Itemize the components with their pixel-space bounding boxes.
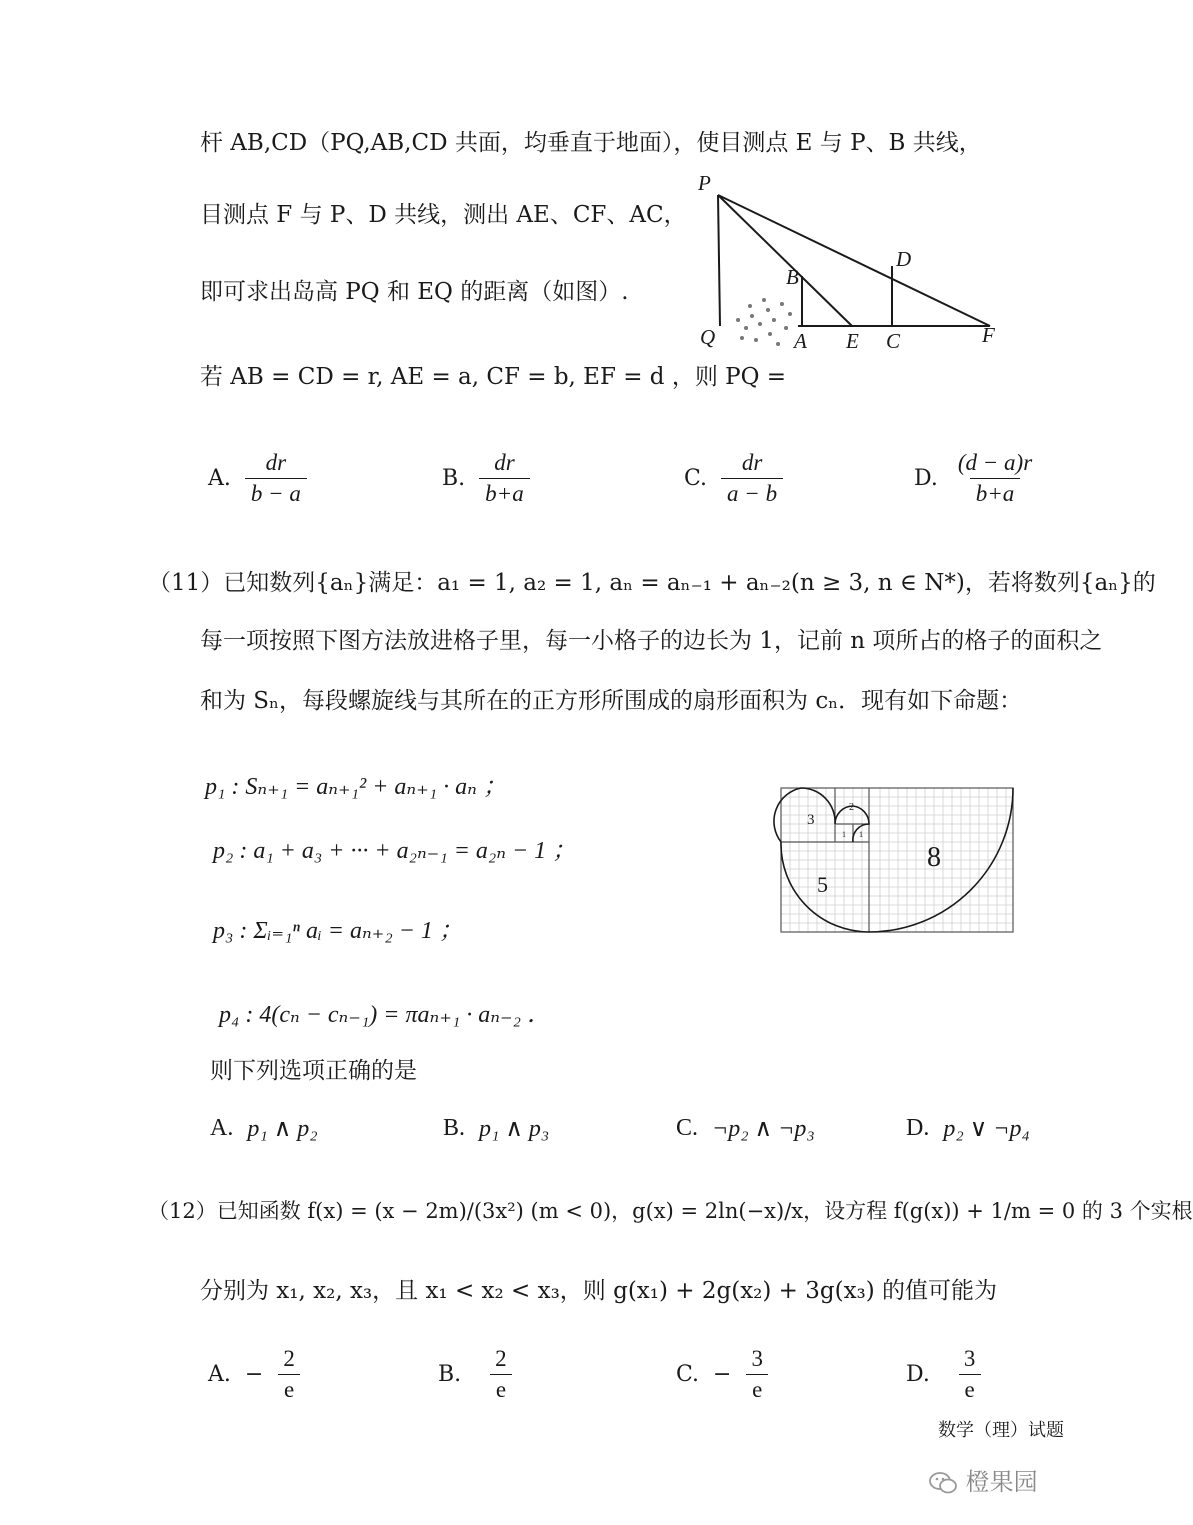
q10-line-3: 即可求出岛高 PQ 和 EQ 的距离（如图）. (200, 279, 629, 305)
label-A: A (794, 329, 807, 353)
label-Q: Q (700, 325, 716, 349)
page-footer: 数学（理）试题 (938, 1420, 1064, 1441)
q12-option-d[interactable] (906, 1346, 981, 1403)
q10-line-2: 目测点 F 与 P、D 共线，测出 AE、CF、AC， (200, 202, 687, 228)
option-text: p₁ ∧ p₃ (479, 1116, 550, 1142)
option-letter: C. (676, 1362, 700, 1387)
option-fraction: $\frac{dr}{b - a}$ (245, 450, 307, 507)
q11-option-b[interactable] (443, 1114, 549, 1143)
label-1b: 1 (859, 830, 863, 839)
label-1a: 1 (842, 830, 846, 839)
q10-option-d[interactable] (914, 450, 1038, 507)
proposition-p1: p₁ : Sₙ₊₁ = aₙ₊₁² + aₙ₊₁ · aₙ ； (205, 774, 507, 800)
proposition-p4: p₄ : 4(cₙ − cₙ₋₁) = πaₙ₊₁ · aₙ₋₂ ． (219, 1002, 551, 1028)
label-E: E (846, 329, 859, 353)
label-F: F (982, 323, 995, 347)
q11-prompt: 则下列选项正确的是 (210, 1058, 417, 1084)
watermark-text: 橙果园 (965, 1468, 1038, 1496)
q10-line-4: 若 AB = CD = r, AE = a, CF = b, EF = d ，则 PQ = (200, 364, 787, 390)
q10-option-a[interactable] (208, 450, 307, 507)
fibonacci-spiral-grid (781, 788, 1023, 932)
q10-option-b[interactable] (442, 450, 530, 507)
label-D: D (896, 247, 912, 271)
q10-line-1: 杆 AB,CD（PQ,AB,CD 共面，均垂直于地面），使目测点 E 与 P、B 共线， (200, 130, 982, 156)
proposition-p2: p₂ : a₁ + a₃ + ··· + a₂ₙ₋₁ = a₂ₙ − 1 ； (213, 838, 577, 864)
q11-line-2: 每一项按照下图方法放进格子里，每一小格子的边长为 1，记前 n 项所占的格子的面积之 (200, 628, 1103, 654)
option-fraction: $\frac{dr}{a - b}$ (721, 450, 783, 507)
option-text: ¬p₂ ∧ ¬p₃ (712, 1116, 815, 1142)
option-letter: B. (438, 1362, 462, 1387)
option-fraction: $\frac{dr}{b+a}$ (479, 450, 530, 507)
option-letter: C. (676, 1115, 699, 1141)
option-sign: − (713, 1362, 732, 1387)
option-fraction: $\frac{(d - a)r}{b+a}$ (957, 450, 1033, 506)
option-letter: D. (906, 1362, 930, 1387)
option-letter: A. (208, 1362, 231, 1387)
q11-option-c[interactable] (676, 1114, 815, 1143)
label-C: C (886, 329, 901, 353)
q11-line-1: （11）已知数列{aₙ}满足：a₁ = 1, a₂ = 1, aₙ = aₙ₋₁ + aₙ₋₂(n ≥ 3, n ∈ N*)，若将数列{aₙ}的 (148, 570, 1156, 596)
label-2: 2 (849, 802, 854, 813)
label-5: 5 (817, 872, 828, 897)
wechat-icon (928, 1470, 958, 1496)
q11-line-3: 和为 Sₙ，每段螺旋线与其所在的正方形所围成的扇形面积为 cₙ．现有如下命题： (200, 688, 1023, 714)
watermark (928, 1462, 1038, 1497)
option-fraction: $\frac{3}{e}$ (745, 1346, 769, 1403)
option-letter: D. (906, 1115, 930, 1141)
option-letter: A. (210, 1115, 234, 1141)
label-3: 3 (807, 812, 815, 828)
option-sign: − (244, 1362, 264, 1387)
q12-line-2: 分别为 x₁, x₂, x₃，且 x₁ < x₂ < x₃，则 g(x₁) + 2g(x₂) + 3g(x₃) 的值可能为 (200, 1278, 998, 1304)
q11-option-d[interactable] (906, 1114, 1030, 1143)
q12-option-b[interactable] (438, 1346, 513, 1403)
island-height-figure (690, 168, 1020, 358)
option-letter: B. (443, 1115, 466, 1141)
option-letter: A. (208, 466, 231, 491)
q10-option-c[interactable] (684, 450, 783, 507)
q12-option-a[interactable] (208, 1346, 301, 1403)
option-fraction: $\frac{2}{e}$ (489, 1346, 513, 1403)
label-P: P (698, 171, 711, 195)
proposition-p3: p₃ : Σᵢ₌₁ⁿ aᵢ = aₙ₊₂ − 1 ； (213, 918, 463, 944)
option-text: p₁ ∧ p₂ (247, 1116, 318, 1142)
label-B: B (786, 265, 799, 289)
q12-option-c[interactable] (676, 1346, 769, 1403)
q12-line-1: （12）已知函数 f(x) = (x − 2m)/(3x²) (m < 0)，g(x) = 2ln(−x)/x，设方程 f(g(x)) + 1/m = 0 的 3 个实根 (148, 1199, 1193, 1223)
option-letter: D. (914, 466, 938, 491)
q11-option-a[interactable] (210, 1114, 318, 1143)
option-text: p₂ ∨ ¬p₄ (943, 1116, 1030, 1142)
option-letter: B. (442, 466, 466, 491)
label-8: 8 (927, 842, 941, 873)
option-fraction: $\frac{2}{e}$ (277, 1346, 301, 1403)
option-letter: C. (684, 466, 708, 491)
option-fraction: $\frac{3}{e}$ (958, 1346, 982, 1403)
